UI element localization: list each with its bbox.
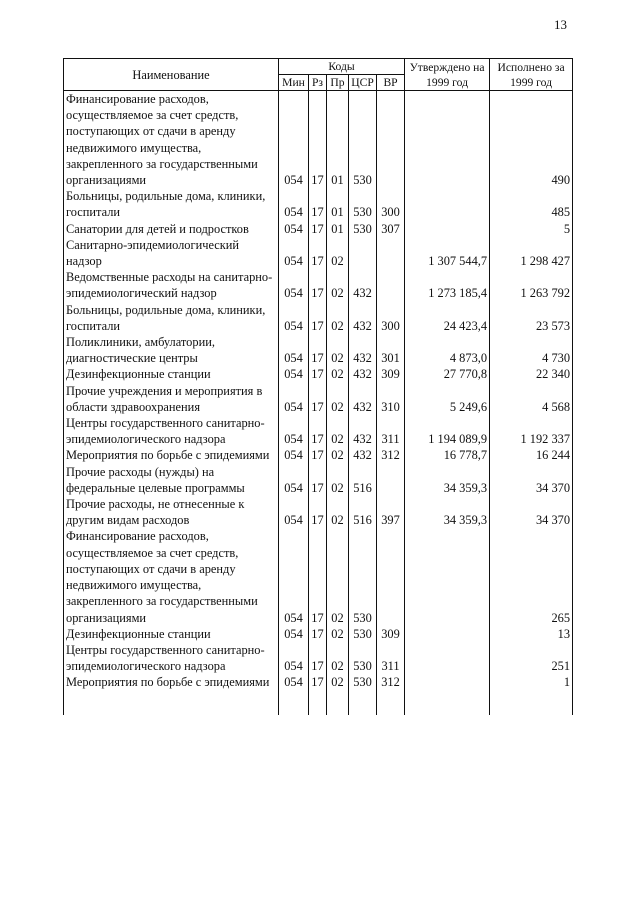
table-row (64, 334, 573, 366)
cell-rz: 17 (309, 237, 327, 269)
cell-approved: 16 778,7 (405, 447, 490, 463)
cell-executed: 490 (490, 91, 573, 189)
cell-min: 054 (279, 383, 309, 415)
table-row (64, 302, 573, 334)
cell-vr: 300 (377, 188, 405, 220)
cell-pr: 01 (327, 91, 349, 189)
cell-approved: 24 423,4 (405, 302, 490, 334)
table-row (64, 496, 573, 528)
cell-rz: 17 (309, 642, 327, 674)
cell-csr: 432 (349, 415, 377, 447)
cell-executed: 251 (490, 642, 573, 674)
cell-executed: 22 340 (490, 366, 573, 382)
cell-csr: 530 (349, 221, 377, 237)
header-pr: Пр (327, 75, 349, 91)
cell-min: 054 (279, 221, 309, 237)
header-rz: Рз (309, 75, 327, 91)
cell-approved: 34 359,3 (405, 496, 490, 528)
cell-executed: 1 192 337 (490, 415, 573, 447)
cell-pr: 02 (327, 302, 349, 334)
cell-approved (405, 642, 490, 674)
cell-executed: 1 298 427 (490, 237, 573, 269)
cell-pr: 02 (327, 237, 349, 269)
cell-executed: 13 (490, 626, 573, 642)
cell-min: 054 (279, 642, 309, 674)
header-vr: ВР (377, 75, 405, 91)
cell-name: Ведомственные расходы на санитарно-эпидемиологический надзор (64, 269, 279, 301)
cell-pr: 02 (327, 496, 349, 528)
cell-vr: 397 (377, 496, 405, 528)
budget-table (63, 58, 573, 715)
cell-approved: 1 273 185,4 (405, 269, 490, 301)
cell-pr: 02 (327, 674, 349, 714)
cell-vr (377, 91, 405, 189)
cell-executed: 4 568 (490, 383, 573, 415)
cell-csr: 530 (349, 642, 377, 674)
cell-csr: 516 (349, 496, 377, 528)
cell-vr (377, 269, 405, 301)
cell-approved: 27 770,8 (405, 366, 490, 382)
cell-vr: 309 (377, 626, 405, 642)
table-header (64, 59, 573, 91)
cell-pr: 01 (327, 221, 349, 237)
table-row (64, 447, 573, 463)
cell-vr: 310 (377, 383, 405, 415)
table-row (64, 642, 573, 674)
cell-executed: 1 (490, 674, 573, 714)
cell-min: 054 (279, 464, 309, 496)
cell-min: 054 (279, 496, 309, 528)
table-row (64, 383, 573, 415)
cell-pr: 02 (327, 334, 349, 366)
cell-vr: 307 (377, 221, 405, 237)
cell-min: 054 (279, 626, 309, 642)
cell-approved (405, 528, 490, 625)
cell-rz: 17 (309, 528, 327, 625)
cell-rz: 17 (309, 366, 327, 382)
cell-name: Мероприятия по борьбе с эпидемиями (64, 674, 279, 714)
header-approved: Утверждено на 1999 год (405, 59, 490, 91)
cell-executed: 485 (490, 188, 573, 220)
header-codes: Коды (279, 59, 405, 75)
table-row (64, 674, 573, 714)
cell-name: Больницы, родильные дома, клиники, госпитали (64, 188, 279, 220)
cell-csr: 530 (349, 626, 377, 642)
cell-vr: 312 (377, 674, 405, 714)
cell-executed: 23 573 (490, 302, 573, 334)
page-number: 13 (554, 17, 567, 32)
cell-pr: 02 (327, 447, 349, 463)
cell-min: 054 (279, 674, 309, 714)
cell-csr: 530 (349, 91, 377, 189)
table-row (64, 626, 573, 642)
cell-csr: 432 (349, 447, 377, 463)
cell-rz: 17 (309, 626, 327, 642)
cell-vr (377, 237, 405, 269)
cell-name: Прочие учреждения и мероприятия в области здравоохранения (64, 383, 279, 415)
cell-pr: 02 (327, 464, 349, 496)
cell-min: 054 (279, 302, 309, 334)
cell-csr: 530 (349, 674, 377, 714)
cell-rz: 17 (309, 383, 327, 415)
cell-csr (349, 237, 377, 269)
cell-pr: 01 (327, 188, 349, 220)
cell-executed: 265 (490, 528, 573, 625)
cell-name: Дезинфекционные станции (64, 626, 279, 642)
cell-csr: 432 (349, 334, 377, 366)
cell-rz: 17 (309, 91, 327, 189)
cell-csr: 432 (349, 269, 377, 301)
cell-executed: 34 370 (490, 496, 573, 528)
cell-vr: 300 (377, 302, 405, 334)
cell-name: Финансирование расходов, осуществляемое за счет средств, поступающих от сдачи в аренду недвижимого имущества, закрепленного за государственными организациями (64, 528, 279, 625)
cell-approved: 4 873,0 (405, 334, 490, 366)
cell-min: 054 (279, 91, 309, 189)
cell-pr: 02 (327, 383, 349, 415)
cell-vr: 311 (377, 642, 405, 674)
cell-approved: 1 194 089,9 (405, 415, 490, 447)
cell-vr: 301 (377, 334, 405, 366)
cell-name: Больницы, родильные дома, клиники, госпитали (64, 302, 279, 334)
cell-name: Дезинфекционные станции (64, 366, 279, 382)
cell-pr: 02 (327, 366, 349, 382)
header-min: Мин (279, 75, 309, 91)
cell-csr: 530 (349, 188, 377, 220)
table-row (64, 415, 573, 447)
cell-csr: 432 (349, 383, 377, 415)
cell-pr: 02 (327, 642, 349, 674)
cell-approved (405, 188, 490, 220)
cell-vr: 312 (377, 447, 405, 463)
cell-name: Центры государственного санитарно-эпидемиологического надзора (64, 642, 279, 674)
cell-name: Санатории для детей и подростков (64, 221, 279, 237)
cell-pr: 02 (327, 269, 349, 301)
cell-name: Центры государственного санитарно-эпидемиологического надзора (64, 415, 279, 447)
header-csr: ЦСР (349, 75, 377, 91)
cell-csr: 432 (349, 302, 377, 334)
cell-approved (405, 221, 490, 237)
cell-approved: 1 307 544,7 (405, 237, 490, 269)
cell-rz: 17 (309, 496, 327, 528)
cell-csr: 516 (349, 464, 377, 496)
cell-name: Санитарно-эпидемиологический надзор (64, 237, 279, 269)
table-row (64, 188, 573, 220)
cell-executed: 16 244 (490, 447, 573, 463)
header-executed: Исполнено за 1999 год (490, 59, 573, 91)
cell-executed: 5 (490, 221, 573, 237)
table-row (64, 269, 573, 301)
cell-min: 054 (279, 334, 309, 366)
cell-approved (405, 91, 490, 189)
cell-approved: 34 359,3 (405, 464, 490, 496)
cell-pr: 02 (327, 626, 349, 642)
cell-rz: 17 (309, 221, 327, 237)
cell-rz: 17 (309, 188, 327, 220)
cell-min: 054 (279, 237, 309, 269)
cell-min: 054 (279, 415, 309, 447)
cell-approved (405, 674, 490, 714)
table-row (64, 237, 573, 269)
cell-min: 054 (279, 447, 309, 463)
cell-rz: 17 (309, 447, 327, 463)
table-row (64, 91, 573, 189)
cell-min: 054 (279, 528, 309, 625)
cell-min: 054 (279, 269, 309, 301)
cell-approved (405, 626, 490, 642)
cell-min: 054 (279, 366, 309, 382)
cell-pr: 02 (327, 528, 349, 625)
table-body (64, 91, 573, 715)
cell-executed: 1 263 792 (490, 269, 573, 301)
table-row (64, 221, 573, 237)
cell-rz: 17 (309, 334, 327, 366)
cell-name: Финансирование расходов, осуществляемое за счет средств, поступающих от сдачи в аренду недвижимого имущества, закрепленного за государственными организациями (64, 91, 279, 189)
cell-pr: 02 (327, 415, 349, 447)
table-row (64, 528, 573, 625)
table-row (64, 464, 573, 496)
cell-csr: 432 (349, 366, 377, 382)
cell-vr (377, 528, 405, 625)
cell-executed: 34 370 (490, 464, 573, 496)
cell-rz: 17 (309, 674, 327, 714)
cell-vr: 309 (377, 366, 405, 382)
cell-rz: 17 (309, 302, 327, 334)
cell-rz: 17 (309, 269, 327, 301)
cell-name: Мероприятия по борьбе с эпидемиями (64, 447, 279, 463)
cell-name: Прочие расходы (нужды) на федеральные целевые программы (64, 464, 279, 496)
cell-rz: 17 (309, 464, 327, 496)
cell-csr: 530 (349, 528, 377, 625)
header-name: Наименование (64, 59, 279, 91)
cell-name: Прочие расходы, не отнесенные к другим видам расходов (64, 496, 279, 528)
cell-vr (377, 464, 405, 496)
cell-min: 054 (279, 188, 309, 220)
table-row (64, 366, 573, 382)
cell-vr: 311 (377, 415, 405, 447)
cell-name: Поликлиники, амбулатории, диагностические центры (64, 334, 279, 366)
cell-approved: 5 249,6 (405, 383, 490, 415)
cell-rz: 17 (309, 415, 327, 447)
cell-executed: 4 730 (490, 334, 573, 366)
